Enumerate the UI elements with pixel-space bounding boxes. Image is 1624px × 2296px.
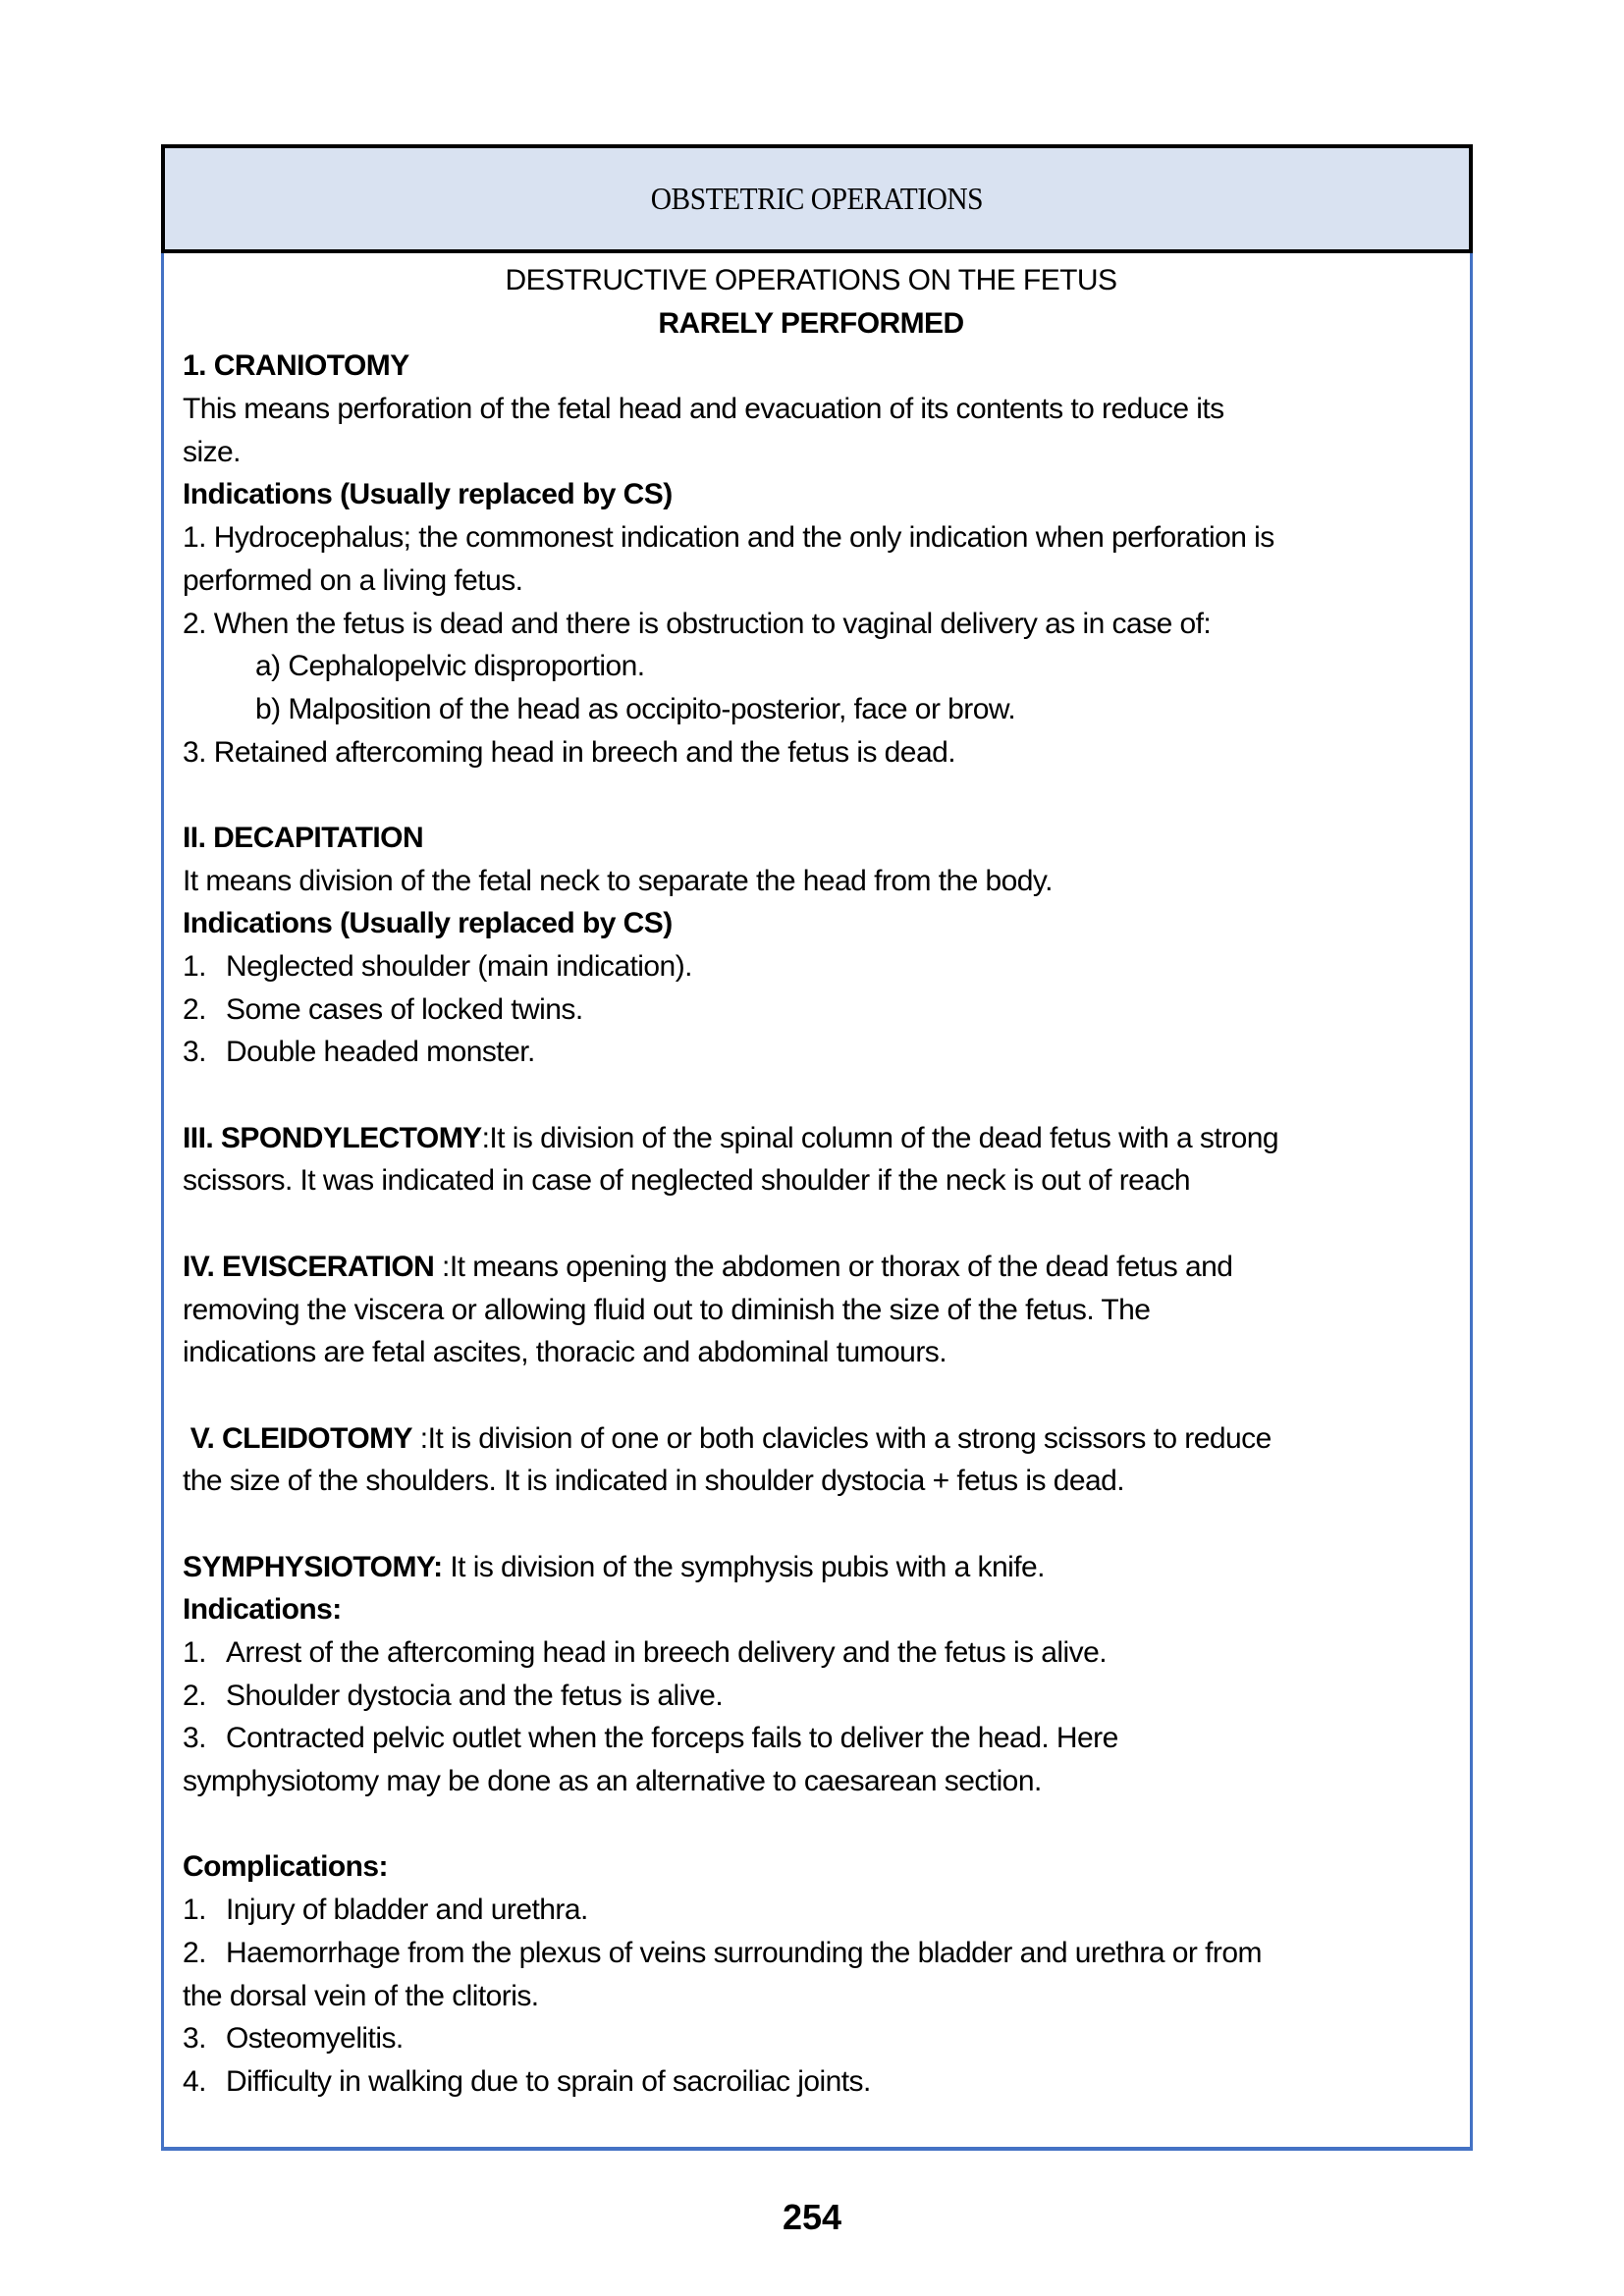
chapter-title: OBSTETRIC OPERATIONS xyxy=(650,181,984,216)
spacer xyxy=(183,1803,1459,1846)
evisceration-paragraph-line: IV. EVISCERATION :It means opening the abdomen or thorax of the dead fetus and xyxy=(183,1250,1233,1283)
section-title: DESTRUCTIVE OPERATIONS ON THE FETUS xyxy=(505,264,1117,296)
list-item: 2. Shoulder dystocia and the fetus is alive. xyxy=(183,1679,724,1712)
chapter-header xyxy=(161,144,1473,253)
spondylectomy-paragraph-line: scissors. It was indicated in case of neglected shoulder if the neck is out of reach xyxy=(183,1164,1191,1198)
spacer xyxy=(183,1202,1459,1246)
cleidotomy-heading: V. CLEIDOTOMY xyxy=(183,1421,413,1455)
section-subtitle: RARELY PERFORMED xyxy=(658,306,964,340)
craniotomy-definition-line: This means perforation of the fetal head and evacuation of its contents to reduce its xyxy=(183,393,1224,426)
page-number: 254 xyxy=(782,2197,842,2237)
craniotomy-indication-line: 3. Retained aftercoming head in breech and the fetus is dead. xyxy=(183,735,955,769)
evisceration-heading: IV. EVISCERATION xyxy=(183,1250,435,1283)
craniotomy-indication-line: 2. When the fetus is dead and there is obstruction to vaginal delivery as in case of: xyxy=(183,607,1212,640)
spacer xyxy=(183,1074,1459,1117)
cleidotomy-paragraph-line: the size of the shoulders. It is indicated in shoulder dystocia + fetus is dead. xyxy=(183,1465,1125,1498)
symphysiotomy-indications-heading: Indications: xyxy=(183,1593,342,1627)
decapitation-definition: It means division of the fetal neck to separate the head from the body. xyxy=(183,864,1053,897)
craniotomy-definition-line: size. xyxy=(183,435,241,468)
spondylectomy-heading: III. SPONDYLECTOMY xyxy=(183,1121,482,1154)
craniotomy-indications-heading: Indications (Usually replaced by CS) xyxy=(183,478,673,511)
craniotomy-indication-line: 1. Hydrocephalus; the commonest indication and the only indication when perforation is xyxy=(183,521,1274,555)
decapitation-indications-heading: Indications (Usually replaced by CS) xyxy=(183,907,673,940)
spacer xyxy=(183,1503,1459,1546)
list-item: 1. Arrest of the aftercoming head in breech delivery and the fetus is alive. xyxy=(183,1636,1108,1669)
craniotomy-sub-item: b) Malposition of the head as occipito-posterior, face or brow. xyxy=(255,692,1016,725)
page-content xyxy=(183,259,1459,2104)
list-item-continuation: the dorsal vein of the clitoris. xyxy=(183,1979,539,2012)
cleidotomy-paragraph-line: V. CLEIDOTOMY :It is division of one or both clavicles with a strong scissors to reduce xyxy=(183,1421,1272,1455)
list-item: 3. Contracted pelvic outlet when the forceps fails to deliver the head. Here xyxy=(183,1722,1118,1755)
decapitation-heading: II. DECAPITATION xyxy=(183,821,424,854)
symphysiotomy-heading: SYMPHYSIOTOMY: xyxy=(183,1550,443,1583)
evisceration-paragraph-line: removing the viscera or allowing fluid out to diminish the size of the fetus. The xyxy=(183,1293,1151,1326)
complications-heading: Complications: xyxy=(183,1850,388,1884)
list-item: 1. Injury of bladder and urethra. xyxy=(183,1894,588,1927)
craniotomy-sub-item: a) Cephalopelvic disproportion. xyxy=(255,650,645,683)
list-item: 4. Difficulty in walking due to sprain of sacroiliac joints. xyxy=(183,2064,871,2098)
list-item: 2. Haemorrhage from the plexus of veins surrounding the bladder and urethra or from xyxy=(183,1936,1262,1969)
spacer xyxy=(183,1374,1459,1417)
list-item: 3. Double headed monster. xyxy=(183,1036,535,1069)
spacer xyxy=(183,774,1459,817)
list-item: 2. Some cases of locked twins. xyxy=(183,992,583,1026)
craniotomy-indication-line: performed on a living fetus. xyxy=(183,563,523,597)
evisceration-paragraph-line: indications are fetal ascites, thoracic and abdominal tumours. xyxy=(183,1336,947,1369)
list-item: 3. Osteomyelitis. xyxy=(183,2022,404,2056)
spondylectomy-paragraph-line: III. SPONDYLECTOMY:It is division of the spinal column of the dead fetus with a strong xyxy=(183,1121,1278,1154)
craniotomy-heading: 1. CRANIOTOMY xyxy=(183,349,409,383)
symphysiotomy-paragraph-line: SYMPHYSIOTOMY: It is division of the symphysis pubis with a knife. xyxy=(183,1550,1045,1583)
list-item: 1. Neglected shoulder (main indication). xyxy=(183,950,692,983)
list-item-continuation: symphysiotomy may be done as an alternative to caesarean section. xyxy=(183,1765,1042,1798)
